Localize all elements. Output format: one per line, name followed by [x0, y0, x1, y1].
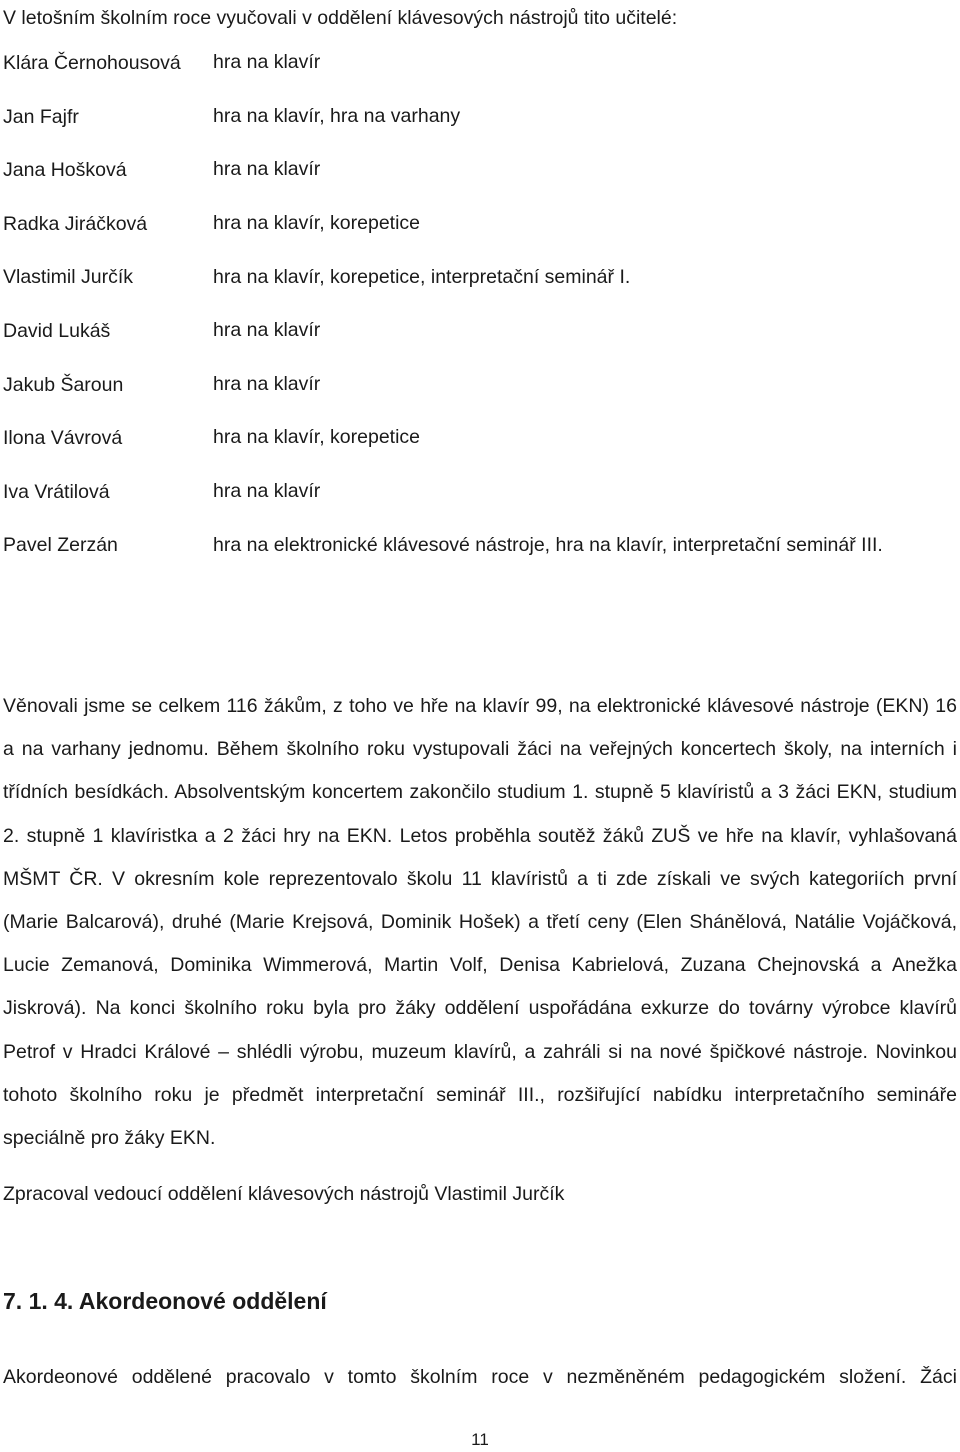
teacher-subject: hra na klavír, hra na varhany — [213, 104, 461, 127]
teacher-subject: hra na klavír, korepetice — [213, 211, 421, 234]
teacher-subject: hra na klavír — [213, 372, 321, 395]
section-heading: 7. 1. 4. Akordeonové oddělení — [3, 1288, 327, 1314]
teacher-name: Radka Jiráčková — [3, 212, 148, 235]
teacher-name: Klára Černohousová — [3, 52, 181, 74]
teacher-subject: hra na klavír — [213, 319, 321, 342]
section-paragraph: Akordeonové oddělené pracovalo v tomto školním roce v nezměněném pedagogickém složení. Žáci — [3, 1366, 957, 1388]
teacher-subject: hra na klavír — [213, 479, 321, 502]
teacher-name: Pavel Zerzán — [3, 534, 118, 557]
teacher-subject: hra na elektronické klávesové nástroje, hra na klavír, interpretační seminář III. — [213, 533, 883, 556]
teacher-name: David Lukáš — [3, 319, 111, 342]
teacher-row — [3, 531, 953, 585]
signature-line: Zpracoval vedoucí oddělení klávesových nástrojů Vlastimil Jurčík — [3, 1183, 565, 1205]
teacher-subject: hra na klavír — [213, 51, 321, 74]
teacher-name: Jan Fajfr — [3, 105, 79, 128]
teacher-list — [3, 49, 953, 585]
teacher-name: Vlastimil Jurčík — [3, 266, 134, 289]
summary-paragraph: Věnovali jsme se celkem 116 žákům, z toho ve hře na klavír 99, na elektronické klávesové nástroje (EKN) 16 a na varhany jednomu. Během školního roku vystupovali žáci na veřejných koncertech školy, na interních i třídních besídkách. Absolventským koncertem zakončilo studium 1. stupně 5 klavíristů a 3 žáci EKN, studium 2. stupně 1 klavíristka a 2 žáci hry na EKN. Letos proběhla soutěž žáků ZUŠ ve hře na klavír, vyhlašovaná MŠMT ČR. V okresním kole reprezentovalo školu 11 klavíristů a ti zde získali ve svých kategoriích první (Marie Balcarová), druhé (Marie Krejsová, Dominik Hošek) a třetí ceny (Elen Shánělová, Natálie Vojáčková, Lucie Zemanová, Dominika Wimmerová, Martin Volf, Denisa Kabrielová, Zuzana Chejnovská a Anežka Jiskrová). Na konci školního roku byla pro žáky oddělení uspořádána exkurze do továrny výrobce klavírů Petrof v Hradci Králové – shlédli výrobu, muzeum klavírů, a zahráli si na nové špičkové nástroje. Novinkou tohoto školního roku je předmět interpretační seminář III., rozšiřující nabídku interpretačního semináře speciálně pro žáky EKN. — [3, 695, 957, 1150]
teacher-name: Jakub Šaroun — [3, 373, 124, 396]
page-number: 11 — [471, 1430, 489, 1449]
teacher-name: Jana Hošková — [3, 159, 127, 182]
teacher-name: Iva Vrátilová — [3, 480, 110, 503]
teacher-subject: hra na klavír, korepetice — [213, 426, 421, 449]
teacher-name: Ilona Vávrová — [3, 427, 123, 450]
teacher-subject: hra na klavír, korepetice, interpretační seminář I. — [213, 265, 631, 288]
intro-text: V letošním školním roce vyučovali v oddělení klávesových nástrojů tito učitelé: — [3, 7, 678, 29]
teacher-subject: hra na klavír — [213, 158, 321, 181]
